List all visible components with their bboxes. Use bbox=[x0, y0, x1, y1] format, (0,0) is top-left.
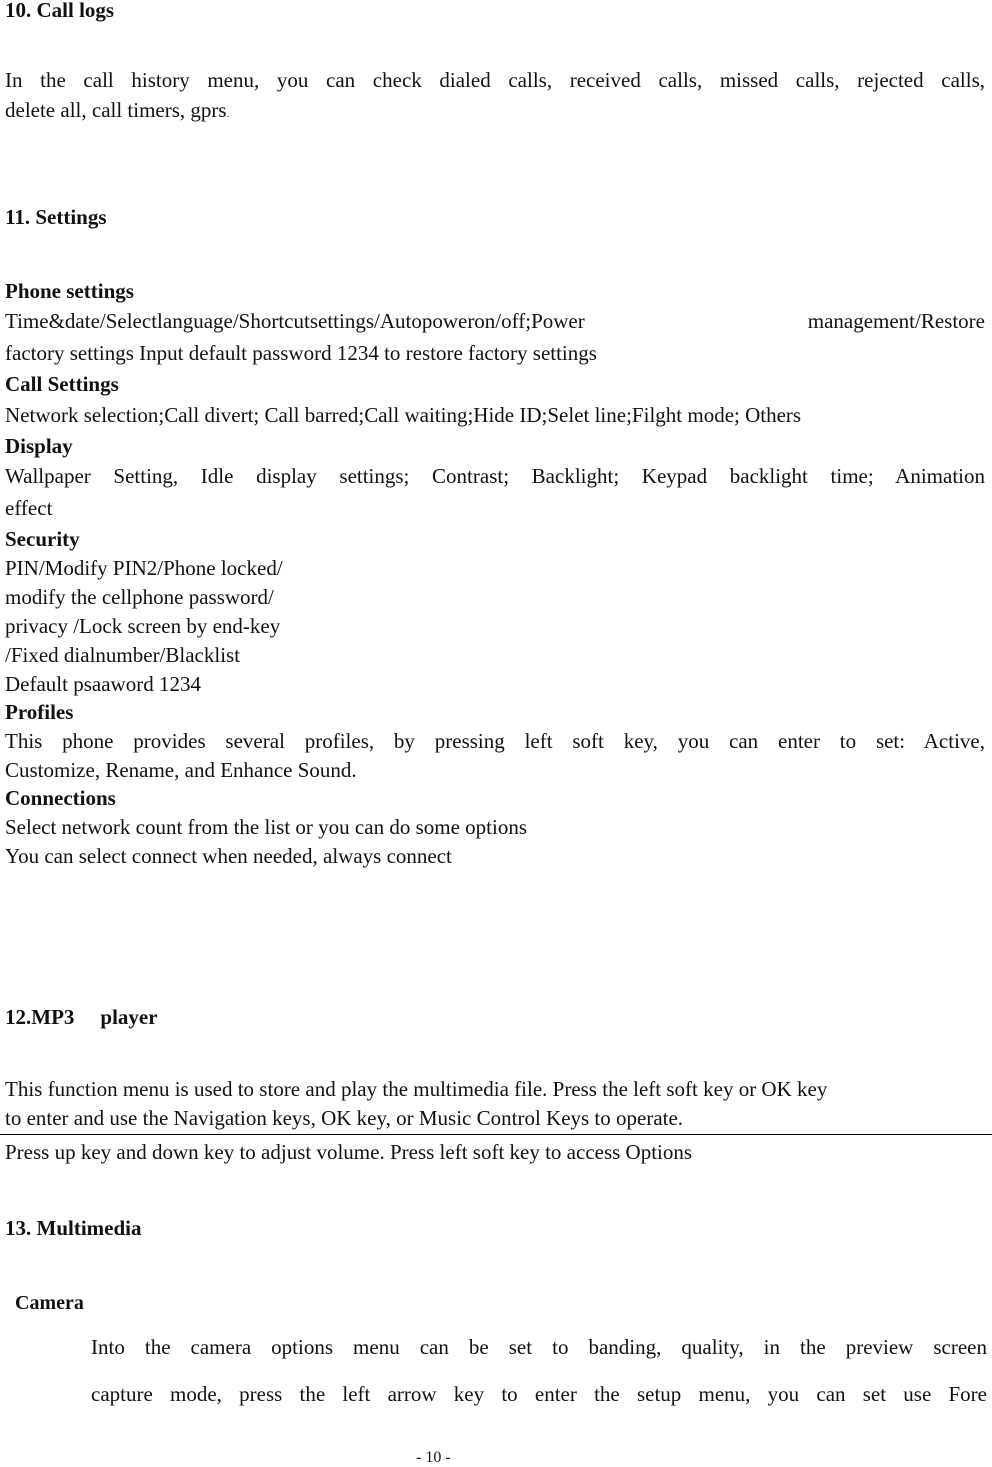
mp3-heading-word: player bbox=[100, 1005, 158, 1029]
camera-line-1: Into the camera options menu can be set to banding, quality, in the preview screen bbox=[91, 1335, 987, 1359]
mp3-line-1: This function menu is used to store and play the multimedia file. Press the left soft key or OK key bbox=[5, 1077, 828, 1101]
phone-settings-line-2: factory settings Input default password 1234 to restore factory settings bbox=[5, 341, 597, 365]
multimedia-heading: 13. Multimedia bbox=[5, 1216, 142, 1240]
display-line-1: Wallpaper Setting, Idle display settings; Contrast; Backlight; Keypad backlight time; Animation bbox=[5, 464, 985, 488]
settings-heading: 11. Settings bbox=[5, 205, 107, 229]
camera-title: Camera bbox=[15, 1292, 84, 1314]
security-line: modify the cellphone password/ bbox=[5, 585, 274, 609]
call-logs-text-main: delete all, call timers, gprs bbox=[5, 98, 227, 122]
connections-title: Connections bbox=[5, 786, 116, 810]
security-title: Security bbox=[5, 527, 80, 551]
security-line: Default psaaword 1234 bbox=[5, 672, 201, 696]
call-logs-text-end: . bbox=[226, 108, 230, 120]
camera-line-2: capture mode, press the left arrow key to enter the setup menu, you can set use Fore bbox=[91, 1382, 987, 1406]
call-logs-text-line-2 bbox=[5, 96, 229, 129]
call-settings-title: Call Settings bbox=[5, 372, 119, 396]
page-number: - 10 - bbox=[416, 1449, 451, 1466]
security-line: privacy /Lock screen by end-key bbox=[5, 614, 281, 638]
security-line: /Fixed dialnumber/Blacklist bbox=[5, 643, 241, 667]
display-title: Display bbox=[5, 434, 73, 458]
mp3-line-3: Press up key and down key to adjust volume. Press left soft key to access Options bbox=[5, 1140, 693, 1164]
phone-settings-title: Phone settings bbox=[5, 279, 134, 303]
call-settings-line-1: Network selection;Call divert; Call barred;Call waiting;Hide ID;Selet line;Filght mode; Others bbox=[5, 403, 802, 427]
profiles-line-2: Customize, Rename, and Enhance Sound. bbox=[5, 758, 357, 782]
profiles-title: Profiles bbox=[5, 700, 74, 724]
mp3-heading bbox=[5, 1003, 158, 1032]
mp3-line-2: to enter and use the Navigation keys, OK key, or Music Control Keys to operate. bbox=[5, 1106, 684, 1130]
connections-line-2: You can select connect when needed, always connect bbox=[5, 844, 452, 868]
section-divider bbox=[0, 1134, 992, 1135]
profiles-line-1: This phone provides several profiles, by pressing left soft key, you can enter to set: Active, bbox=[5, 729, 985, 753]
call-logs-heading: 10. Call logs bbox=[5, 0, 115, 22]
phone-settings-line-1: Time&date/Selectlanguage/Shortcutsettings/Autopoweron/off;Power management/Restore bbox=[5, 309, 985, 333]
security-line: PIN/Modify PIN2/Phone locked/ bbox=[5, 556, 283, 580]
mp3-heading-number: 12.MP3 bbox=[5, 1005, 75, 1029]
connections-line-1: Select network count from the list or you can do some options bbox=[5, 815, 527, 839]
display-line-2: effect bbox=[5, 496, 53, 520]
call-logs-text-line-1: In the call history menu, you can check dialed calls, received calls, missed calls, rejected calls, bbox=[5, 68, 985, 92]
